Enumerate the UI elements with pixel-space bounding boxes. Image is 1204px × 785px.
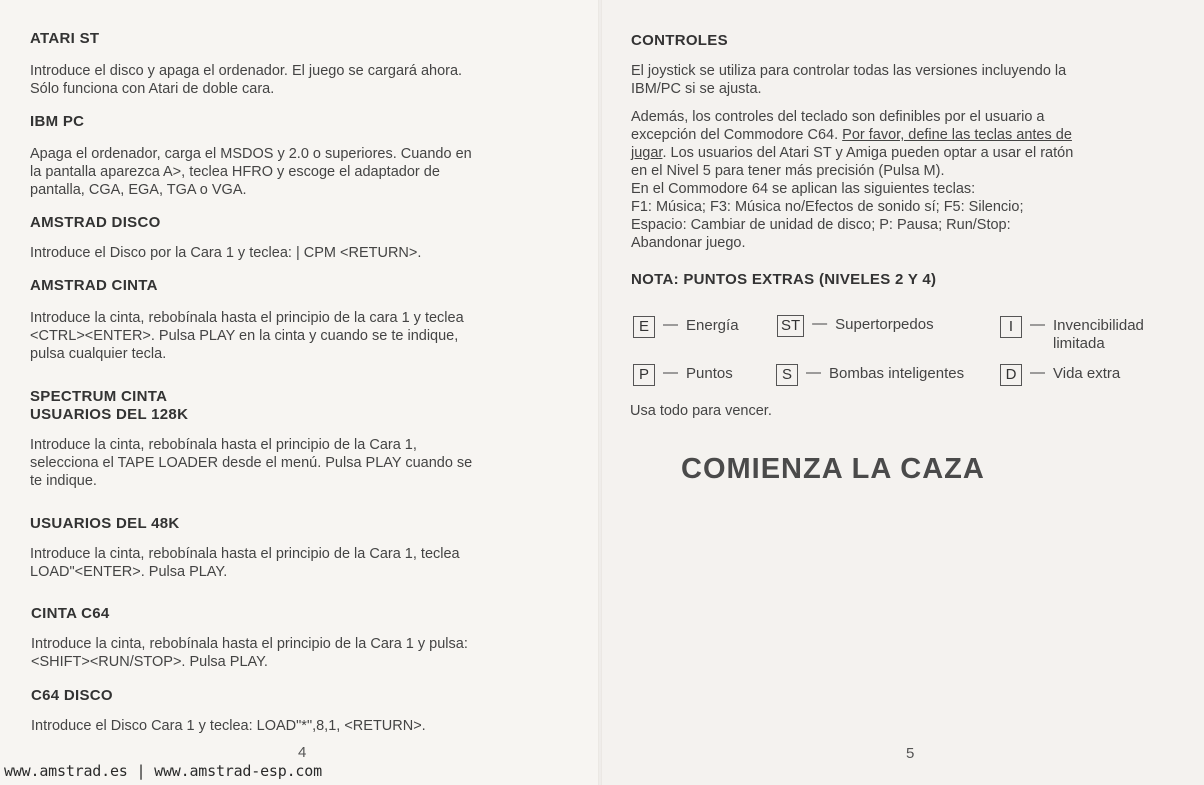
section-title-amstrad-disco: AMSTRAD DISCO [30,214,161,231]
text-line: Espacio: Cambiar de unidad de disco; P: Pausa; Run/Stop: [631,217,1011,233]
legend-item-vida-extra [1000,364,1120,386]
dash: — [1030,364,1045,381]
text-line: <CTRL><ENTER>. Pulsa PLAY en la cinta y cuando se te indique, [30,328,459,344]
section-title-c64-disco: C64 DISCO [31,687,113,704]
text-line: F1: Música; F3: Música no/Efectos de sonido sí; F5: Silencio; [631,199,1024,215]
key-box: ST [777,315,804,337]
section-subtitle-128k: USUARIOS DEL 128K [30,406,189,423]
text-line: El joystick se utiliza para controlar todas las versiones incluyendo la [631,63,1067,79]
text-line: Introduce el disco y apaga el ordenador. El juego se cargará ahora. [30,63,463,79]
text-line: Introduce la cinta, rebobínala hasta el principio de la cara 1 y teclea [30,310,464,326]
section-text-spectrum-128k [30,436,472,490]
section-title-amstrad-cinta: AMSTRAD CINTA [30,277,158,294]
legend-item-bombas [776,364,964,386]
legend-label: Bombas inteligentes [829,365,965,382]
dash: — [812,315,828,332]
text-line: Sólo funciona con Atari de doble cara. [30,81,275,97]
key-box: E [633,316,655,338]
usa-todo-text: Usa todo para vencer. [630,403,772,419]
section-title-spectrum-cinta: SPECTRUM CINTA [30,388,168,405]
text-line: LOAD"<ENTER>. Pulsa PLAY. [30,564,228,580]
key-box: S [776,364,798,386]
text-line: IBM/PC si se ajusta. [631,81,762,97]
section-title-controles: CONTROLES [631,32,728,49]
section-text-atari-st [30,62,462,98]
controls-paragraph-2 [631,108,1073,252]
underlined-text: jugar [631,145,663,161]
section-text-cinta-c64 [31,635,468,671]
text-line: pantalla, CGA, EGA, TGA o VGA. [30,182,247,198]
legend-item-invencibilidad [1000,316,1144,353]
left-page [0,0,600,785]
text-line: la pantalla aparezca A>, teclea HFRO y escoge el adaptador de [30,164,440,180]
dash: — [663,364,678,381]
page-fold [598,0,602,785]
text-line: Apaga el ordenador, carga el MSDOS y 2.0 o superiores. Cuando en [30,146,472,162]
text-line: Introduce la cinta, rebobínala hasta el principio de la Cara 1, [30,437,417,453]
page-number-left: 4 [298,744,307,761]
controls-paragraph-1 [631,62,1066,98]
text-line [631,144,1073,162]
section-text-c64-disco [31,717,426,735]
legend-label: Puntos [686,365,733,382]
legend-label: Energía [686,317,739,334]
text-line: <SHIFT><RUN/STOP>. Pulsa PLAY. [31,654,268,670]
section-title-ibm-pc: IBM PC [30,113,85,130]
underlined-text: Por favor, define las teclas antes de [842,127,1072,143]
comienza-la-caza-title: COMIENZA LA CAZA [681,453,985,485]
legend-label-line: limitada [1053,335,1105,352]
key-box: D [1000,364,1022,386]
text-line: te indique. [30,473,97,489]
legend-label: Supertorpedos [835,316,934,333]
legend-label [1053,316,1144,353]
footer-watermark: www.amstrad.es | www.amstrad-esp.com [4,762,322,780]
legend-item-supertorpedos [777,315,934,337]
text-line: Abandonar juego. [631,235,746,251]
text-line: Introduce la cinta, rebobínala hasta el principio de la Cara 1 y pulsa: [31,636,468,652]
section-title-atari-st: ATARI ST [30,30,100,47]
text-line: selecciona el TAPE LOADER desde el menú. Pulsa PLAY cuando se [30,455,473,471]
legend-label: Vida extra [1053,365,1121,382]
text-line: Introduce el Disco por la Cara 1 y teclea: | CPM <RETURN>. [30,245,422,261]
key-box: P [633,364,655,386]
dash: — [806,364,821,381]
section-text-amstrad-disco [30,244,421,262]
section-text-ibm-pc [30,145,472,199]
text-line: Además, los controles del teclado son definibles por el usuario a [631,109,1045,125]
text-line [631,126,1073,144]
legend-label-line: Invencibilidad [1053,317,1144,334]
page-number-right: 5 [906,745,915,762]
text-segment: excepción del Commodore C64. [631,127,843,143]
key-box: I [1000,316,1022,338]
section-title-48k: USUARIOS DEL 48K [30,515,180,532]
section-text-amstrad-cinta [30,309,464,363]
legend-item-puntos [633,364,733,386]
text-line: en el Nivel 5 para tener más precisión (Pulsa M). [631,163,945,179]
section-title-cinta-c64: CINTA C64 [31,605,110,622]
section-title-nota: NOTA: PUNTOS EXTRAS (NIVELES 2 Y 4) [631,271,937,288]
legend-item-energia [633,316,739,338]
text-line: En el Commodore 64 se aplican las siguientes teclas: [631,181,976,197]
text-line: pulsa cualquier tecla. [30,346,167,362]
text-line: Introduce la cinta, rebobínala hasta el principio de la Cara 1, teclea [30,546,460,562]
section-text-48k [30,545,460,581]
right-page [600,0,1204,785]
dash: — [1030,316,1045,333]
dash: — [663,316,678,333]
text-segment: . Los usuarios del Atari ST y Amiga pueden optar a usar el ratón [662,145,1074,161]
text-line: Introduce el Disco Cara 1 y teclea: LOAD"*",8,1, <RETURN>. [31,718,426,734]
